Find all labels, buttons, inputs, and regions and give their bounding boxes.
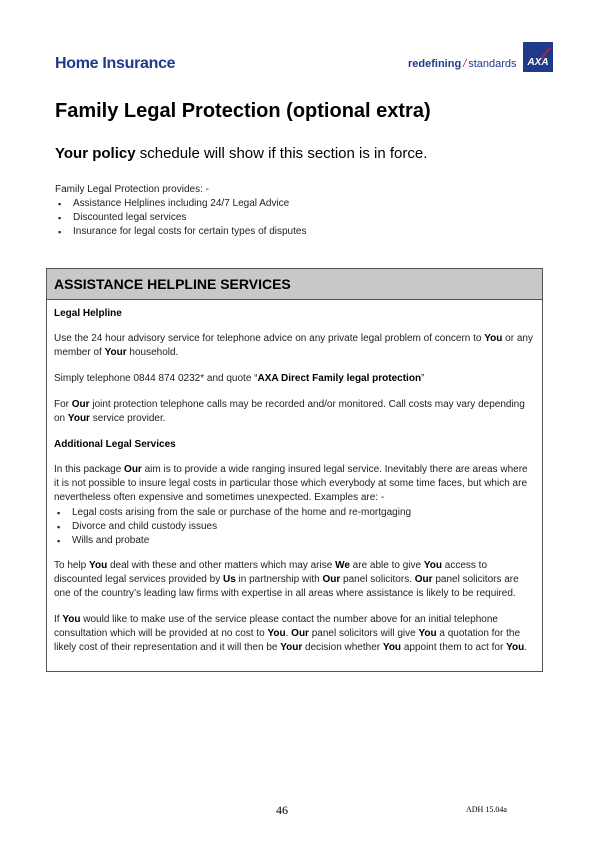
additional-para-2: To help You deal with these and other matters which may arise We are able to give You access to discounted legal services provided by Us in partnership with Our panel solicitors. Our panel solicitors are one of the country’s leading law firms with expertise in all areas where assistance is likely to be required. [54,560,519,599]
schedule-note [55,145,427,162]
additional-para-1: In this package Our aim is to provide a wide ranging insured legal service. Inevitably there are areas where it is not possible to insure legal costs in particular those which everybody at some time faces, but which are nevertheless often expensive and sometimes unexpected. Examples are: - [54,464,528,503]
tagline [408,58,517,70]
intro-section [55,183,306,239]
brand-title: Home Insurance [55,55,176,72]
list-item: ▪ Divorce and child custody issues [54,520,534,534]
additional-list [54,506,534,548]
additional-services-heading: Additional Legal Services [54,439,176,450]
logo-text: AXA [527,57,549,68]
box-heading: ASSISTANCE HELPLINE SERVICES [47,269,542,300]
axa-logo [523,42,553,72]
assistance-helpline-box [46,268,543,672]
list-item: ▪ Discounted legal services [55,211,306,225]
tagline-rest: standards [468,58,517,70]
list-item: ▪ Insurance for legal costs for certain types of disputes [55,225,306,239]
schedule-note-rest: schedule will show if this section is in force. [135,145,428,162]
legal-helpline-para-1: Use the 24 hour advisory service for telephone advice on any private legal problem of concern to You or any member of Your household. [54,333,533,358]
page-title: Family Legal Protection (optional extra) [55,100,431,122]
legal-helpline-para-2: Simply telephone 0844 874 0232* and quote “AXA Direct Family legal protection” [54,373,425,384]
intro-lead: Family Legal Protection provides: - [55,184,209,195]
page-number: 46 [276,803,288,817]
box-body [47,300,542,655]
document-reference: ADH 15.04a [466,805,507,814]
tagline-bold: redefining [408,58,462,70]
schedule-note-bold: Your policy [55,145,136,162]
list-item: ▪ Wills and probate [54,534,534,548]
legal-helpline-heading: Legal Helpline [54,308,122,319]
legal-helpline-para-3: For Our joint protection telephone calls may be recorded and/or monitored. Call costs may vary depending on Your service provider. [54,399,525,424]
list-item: ▪ Assistance Helplines including 24/7 Legal Advice [55,197,306,211]
additional-para-3: If You would like to make use of the service please contact the number above for an initial telephone consultation which will be provided at no cost to You. Our panel solicitors will give You a quotation for the likely cost of their representation and it will then be Your decision whether You appoint them to act for You. [54,614,528,653]
list-item: ▪ Legal costs arising from the sale or purchase of the home and re-mortgaging [54,506,534,520]
tagline-slash: / [463,58,467,70]
intro-list [55,197,306,239]
